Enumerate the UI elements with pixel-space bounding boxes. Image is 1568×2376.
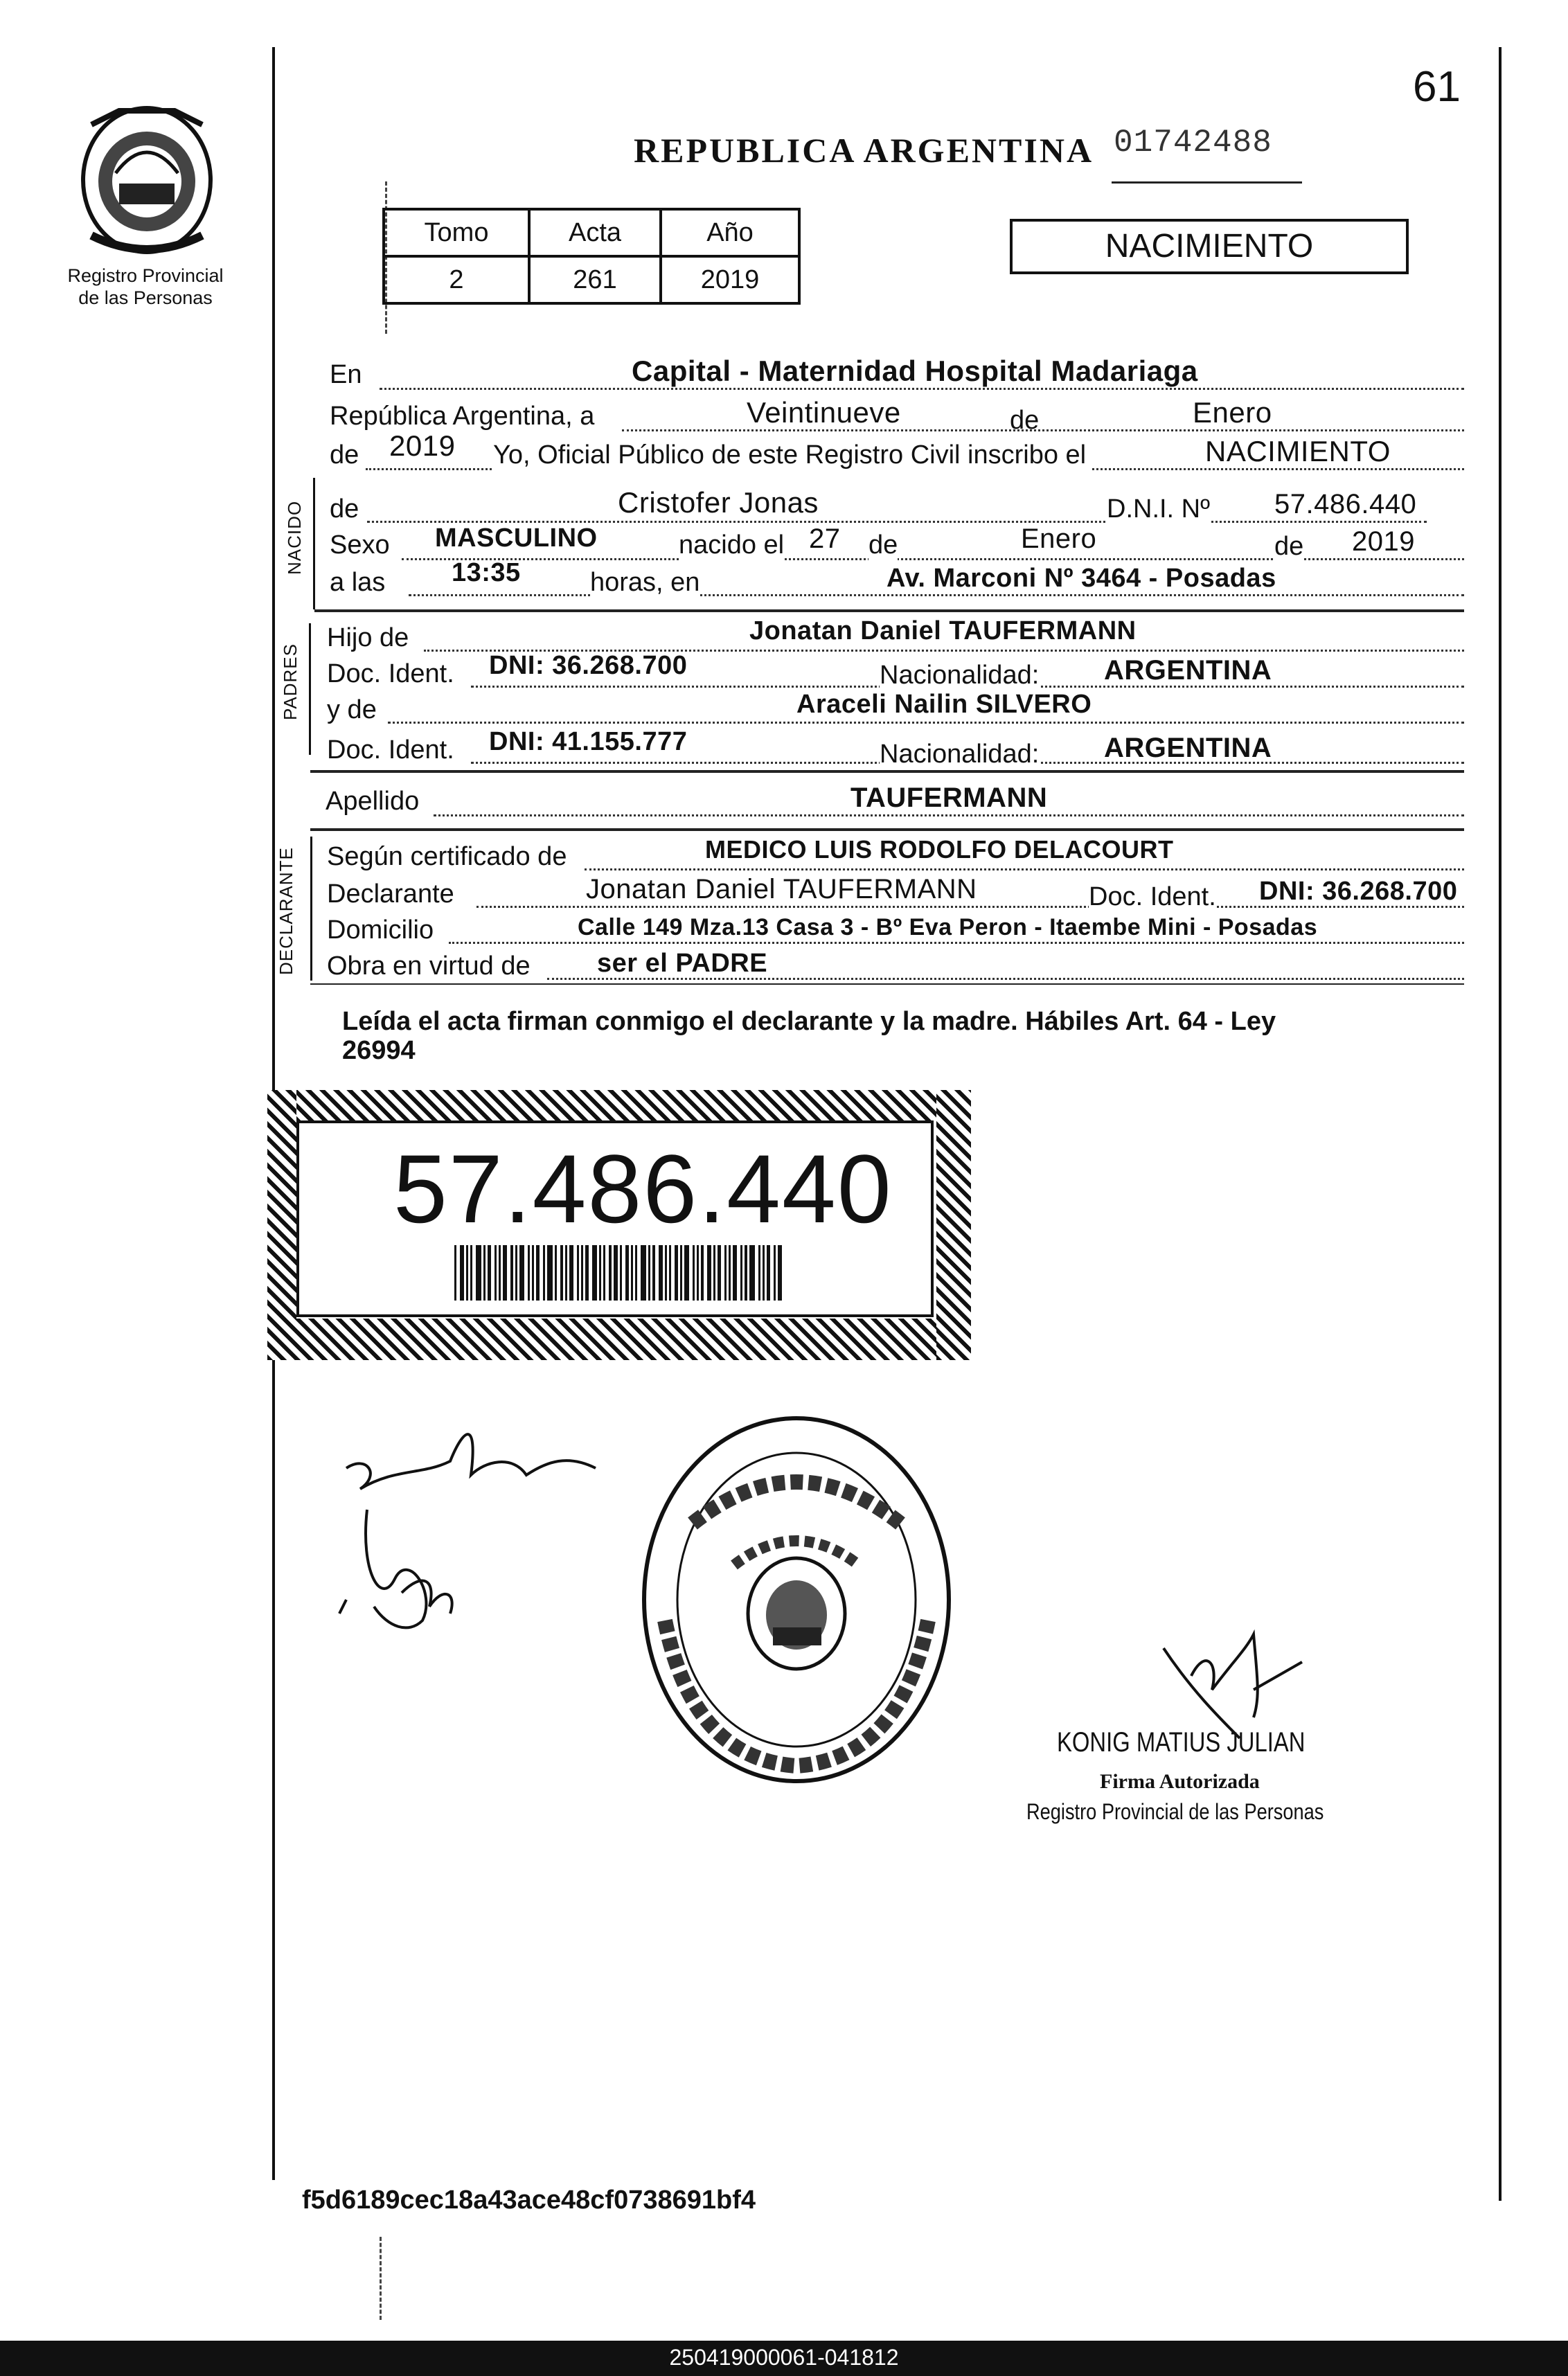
en-label: En [330, 360, 362, 389]
barcode-bar [620, 1245, 622, 1301]
register-value-acta: 261 [529, 256, 661, 303]
nacido-el-label: nacido el [679, 530, 785, 560]
nac2-label: Nacionalidad: [880, 740, 1040, 769]
barcode-bar [648, 1245, 650, 1301]
seal-caption [42, 265, 249, 309]
seal-caption-line2: de las Personas [78, 287, 213, 308]
register-value-tomo: 2 [384, 256, 529, 303]
child-name: Cristofer Jonas [618, 486, 819, 519]
barcode-bar [631, 1245, 633, 1301]
nac1-label: Nacionalidad: [880, 661, 1040, 690]
register-table [382, 208, 801, 305]
name-dots [367, 521, 1427, 523]
barcode-bar [697, 1245, 699, 1301]
barcode-bar [488, 1245, 491, 1301]
barcode-bar [577, 1245, 579, 1301]
oficial-text: Yo, Oficial Público de este Registro Civil inscribo el [493, 440, 1090, 470]
official-stamp-icon [637, 1413, 956, 1787]
nacido-month: Enero [1021, 524, 1097, 554]
republica-label: República Argentina, a [330, 402, 595, 431]
barcode-bar [543, 1245, 545, 1301]
hora-label: a las [330, 568, 386, 597]
official-stamp [637, 1413, 956, 1787]
register-header-row [384, 209, 799, 256]
barcode-bar [684, 1245, 689, 1301]
header-title: REPUBLICA ARGENTINA [634, 131, 1094, 170]
barcode-bar [774, 1245, 776, 1301]
madre-name: Araceli Nailin SILVERO [796, 690, 1092, 719]
doc-type-label: NACIMIENTO [1105, 228, 1314, 265]
register-value-row [384, 256, 799, 303]
barcode-bar [767, 1245, 770, 1301]
hora-value: 13:35 [452, 558, 521, 587]
signature-icon [319, 1413, 637, 1648]
hora-dots [409, 594, 1464, 596]
barcode-bar [495, 1245, 497, 1301]
barcode-bar [745, 1245, 747, 1301]
cert-value: MEDICO LUIS RODOLFO DELACOURT [705, 835, 1174, 864]
barcode-bar [510, 1245, 513, 1301]
padres-bracket [309, 623, 311, 755]
barcode-bar [652, 1245, 655, 1301]
id-security-frame [267, 1090, 971, 1360]
pattern-bottom [267, 1319, 971, 1360]
cert-dots [585, 868, 1464, 870]
barcode-bar [460, 1245, 464, 1301]
barcode-bar [609, 1245, 612, 1301]
pattern-top [267, 1090, 971, 1120]
de-label-3: de [868, 530, 898, 560]
declarant-signature [319, 1413, 637, 1648]
declarante-rule [310, 983, 1464, 985]
nac1-value: ARGENTINA [1104, 655, 1272, 686]
hijo-label: Hijo de [327, 623, 409, 652]
barcode-bar [740, 1245, 742, 1301]
apellido-dots [434, 814, 1464, 816]
barcode-bar [680, 1245, 682, 1301]
padre-name: Jonatan Daniel TAUFERMANN [749, 616, 1137, 645]
barcode-bar [665, 1245, 667, 1301]
pattern-left [267, 1090, 296, 1360]
horas-label: horas, en [590, 568, 700, 597]
doc2-label: Doc. Ident. [327, 735, 454, 765]
nacido-year: 2019 [1352, 526, 1415, 557]
barcode-bar [635, 1245, 637, 1301]
barcode-bar [569, 1245, 573, 1301]
doc2-value: DNI: 41.155.777 [489, 727, 688, 756]
republica-dots [622, 429, 1464, 431]
dni-label: D.N.I. Nº [1107, 494, 1210, 524]
pattern-right [936, 1090, 971, 1360]
sexo-value: MASCULINO [435, 524, 598, 553]
dom-label: Domicilio [327, 915, 434, 945]
page-number: 61 [1413, 63, 1461, 111]
id-number: 57.486.440 [393, 1134, 893, 1243]
register-header-tomo: Tomo [384, 209, 529, 256]
barcode-bar [713, 1245, 715, 1301]
nacido-de-label: de [330, 494, 359, 524]
barcode-bar [758, 1245, 760, 1301]
month-value: Enero [1193, 396, 1272, 429]
dom-value: Calle 149 Mza.13 Casa 3 - Bº Eva Peron - Itaembe Mini - Posadas [578, 914, 1318, 940]
nacido-section-label: NACIDO [284, 500, 305, 575]
en-dots [380, 388, 1464, 390]
decl-doc-value: DNI: 36.268.700 [1259, 877, 1458, 906]
barcode-bar [503, 1245, 507, 1301]
barcode-bar [693, 1245, 695, 1301]
official-name: KONIG MATIUS JULIAN [1057, 1727, 1306, 1758]
obra-label: Obra en virtud de [327, 952, 531, 981]
barcode-bar [547, 1245, 553, 1301]
nacido-day: 27 [809, 524, 841, 554]
barcode-bar [483, 1245, 485, 1301]
barcode-bar [701, 1245, 704, 1301]
document-hash: f5d6189cec18a43ace48cf0738691bf4 [302, 2186, 756, 2215]
barcode-bar [669, 1245, 671, 1301]
apellido-rule [310, 828, 1464, 831]
province-seal [78, 104, 216, 256]
padres-rule [310, 770, 1464, 773]
register-header-ano: Año [661, 209, 799, 256]
barcode-bar [476, 1245, 481, 1301]
footer-code: 250419000061-041812 [669, 2345, 899, 2370]
seal-caption-line1: Registro Provincial [67, 265, 224, 286]
serial-number: 01742488 [1114, 125, 1272, 161]
barcode-bar [592, 1245, 597, 1301]
nacido-rule [314, 609, 1464, 612]
barcode-bar [599, 1245, 601, 1301]
barcode-bar [536, 1245, 540, 1301]
barcode-bar [560, 1245, 563, 1301]
barcode-bar [466, 1245, 468, 1301]
right-margin-line [1499, 47, 1502, 2201]
barcode-bar [778, 1245, 782, 1301]
decl-label: Declarante [327, 879, 454, 909]
barcode-bar [733, 1245, 737, 1301]
day-value: Veintinueve [747, 396, 901, 429]
id-barcode [454, 1245, 842, 1301]
declarante-bracket [310, 837, 312, 981]
barcode-bar [749, 1245, 755, 1301]
doc1-value: DNI: 36.268.700 [489, 651, 688, 680]
barcode-bar [641, 1245, 646, 1301]
apellido-label: Apellido [326, 787, 420, 816]
barcode-bar [675, 1245, 678, 1301]
barcode-bar [724, 1245, 727, 1301]
barcode-bar [763, 1245, 765, 1301]
declarante-section-label: DECLARANTE [276, 847, 296, 975]
province-seal-icon [78, 104, 216, 256]
official-role: Firma Autorizada [1100, 1770, 1260, 1793]
barcode-bar [718, 1245, 721, 1301]
footer-bar [0, 2341, 1568, 2376]
dom-dots [449, 942, 1464, 944]
barcode-bar [614, 1245, 618, 1301]
barcode-bar [454, 1245, 456, 1301]
barcode-bar [565, 1245, 567, 1301]
barcode-bar [519, 1245, 524, 1301]
barcode-bar [707, 1245, 711, 1301]
barcode-bar [729, 1245, 731, 1301]
obra-value: ser el PADRE [597, 949, 768, 978]
act-value: NACIMIENTO [1205, 435, 1391, 467]
serial-underline [1112, 181, 1302, 184]
decl-value: Jonatan Daniel TAUFERMANN [586, 874, 977, 904]
nacido-bracket [313, 478, 315, 609]
de-label-4: de [1274, 532, 1304, 561]
decl-doc-label: Doc. Ident. [1089, 882, 1216, 911]
sexo-dots [402, 558, 1464, 560]
yde-label: y de [327, 695, 377, 724]
apellido-value: TAUFERMANN [850, 783, 1048, 813]
dashed-guide-bottom [380, 2237, 382, 2320]
nac2-value: ARGENTINA [1104, 733, 1272, 763]
official-org: Registro Provincial de las Personas [1026, 1799, 1324, 1824]
cert-label: Según certificado de [327, 842, 567, 871]
sexo-label: Sexo [330, 530, 390, 560]
doc-type-box [1010, 219, 1409, 274]
padres-section-label: PADRES [280, 643, 301, 720]
de-label-2: de [330, 440, 359, 470]
register-value-ano: 2019 [661, 256, 799, 303]
barcode-bar [499, 1245, 501, 1301]
barcode-bar [470, 1245, 472, 1301]
barcode-bar [659, 1245, 663, 1301]
barcode-bar [532, 1245, 534, 1301]
year-value: 2019 [389, 429, 456, 462]
barcode-bar [528, 1245, 530, 1301]
en-value: Capital - Maternidad Hospital Madariaga [632, 355, 1198, 387]
barcode-bar [555, 1245, 557, 1301]
doc1-label: Doc. Ident. [327, 659, 454, 688]
closing-line-2: 26994 [342, 1036, 416, 1065]
barcode-bar [603, 1245, 605, 1301]
barcode-bar [581, 1245, 583, 1301]
de-label-1: de [1010, 406, 1040, 435]
madre-dots [388, 722, 1464, 724]
dni-value: 57.486.440 [1274, 489, 1417, 519]
barcode-bar [515, 1245, 517, 1301]
barcode-bar [625, 1245, 629, 1301]
closing-line-1: Leída el acta firman conmigo el declarante y la madre. Hábiles Art. 64 - Ley [342, 1007, 1276, 1036]
lugar-value: Av. Marconi Nº 3464 - Posadas [887, 564, 1276, 593]
barcode-bar [585, 1245, 589, 1301]
register-header-acta: Acta [529, 209, 661, 256]
